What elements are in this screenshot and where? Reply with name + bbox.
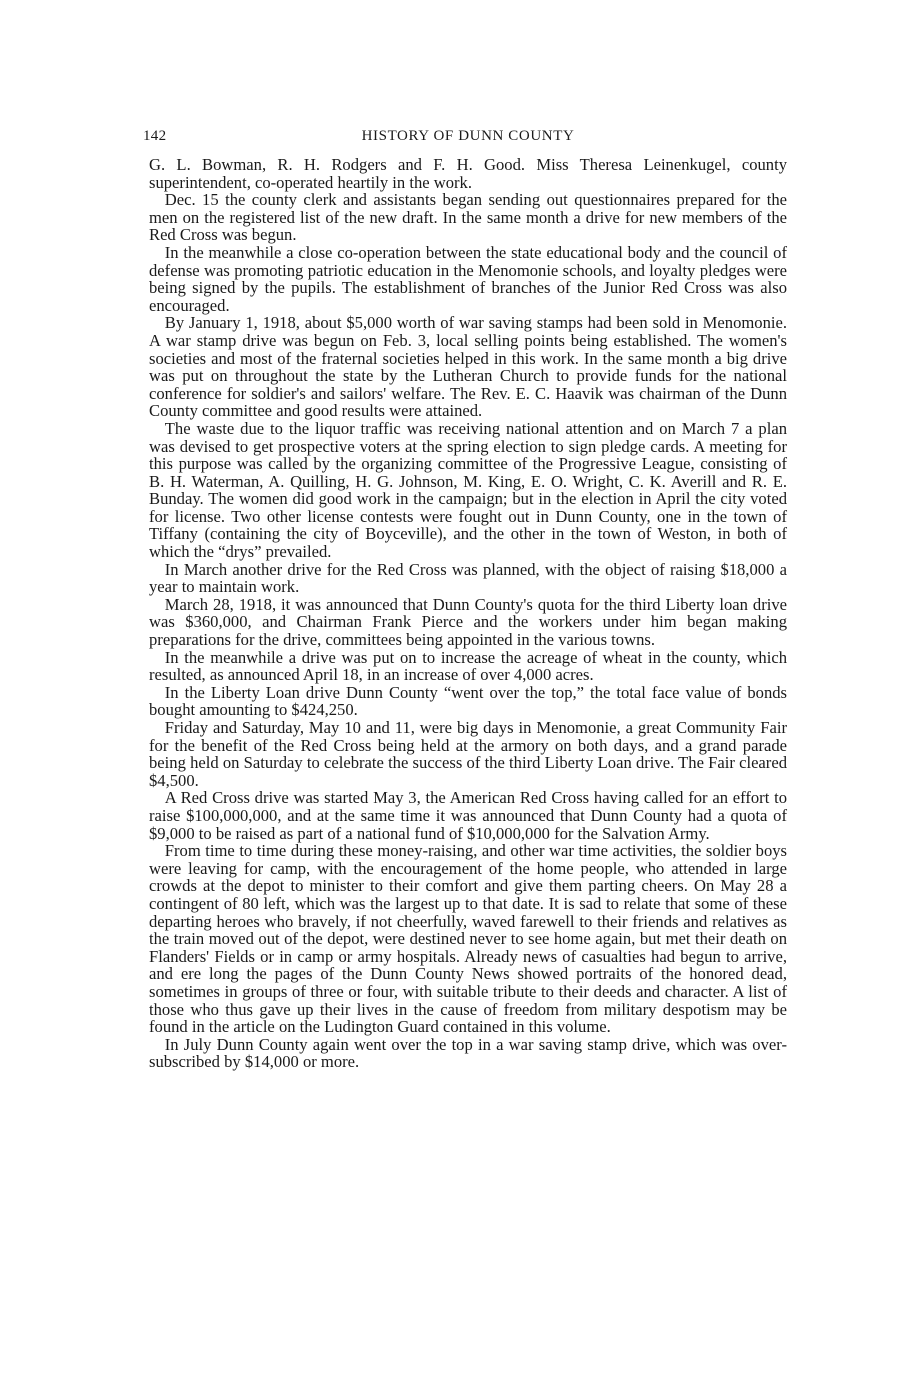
paragraph: In the meanwhile a drive was put on to increase the acreage of wheat in the county, which resulted, as announced April 18, in an increase of over 4,000 acres. [149, 647, 787, 685]
paragraph: In the Liberty Loan drive Dunn County “went over the top,” the total face value of bonds bought amounting to $424,250. [149, 682, 787, 720]
paragraph: March 28, 1918, it was announced that Dunn County's quota for the third Liberty loan drive was $360,000, and Chairman Frank Pierce and the workers under him began making preparations for the drive, committees being appointed in the various towns. [149, 594, 787, 650]
paragraph: In March another drive for the Red Cross was planned, with the object of raising $18,000 a year to maintain work. [149, 559, 787, 597]
paragraph: The waste due to the liquor traffic was receiving national attention and on March 7 a plan was devised to get prospective voters at the spring election to sign pledge cards. A meeting for this purpose was called by the organizing committee of the Progressive League, consisting of B. H. Waterman, A. Quilling, H. G. Johnson, M. King, E. O. Wright, C. K. Averill and R. E. Bunday. The women did good work in the campaign; but in the election in April the city voted for license. Two other license contests were fought out in Dunn County, one in the town of Tiffany (containing the city of Boyceville), and the other in the town of Weston, in both of which the “drys” prevailed. [149, 418, 787, 562]
body-text [149, 156, 787, 1071]
paragraph: A Red Cross drive was started May 3, the American Red Cross having called for an effort to raise $100,000,000, and at the same time it was announced that Dunn County had a quota of $9,000 to be raised as part of a national fund of $10,000,000 for the Salvation Army. [149, 788, 787, 843]
running-title: HISTORY OF DUNN COUNTY [361, 128, 575, 144]
paragraph: Friday and Saturday, May 10 and 11, were big days in Menomonie, a great Community Fair for the benefit of the Red Cross being held at the armory on both days, and a grand parade being held on Saturday to celebrate the success of the third Liberty Loan drive. The Fair cleared $4,500. [149, 718, 787, 790]
book-page [143, 128, 787, 1072]
paragraph: By January 1, 1918, about $5,000 worth of war saving stamps had been sold in Menomonie. A war stamp drive was begun on Feb. 3, local selling points being established. The women's societies and most of the fraternal societies helped in this work. In the same month a big drive was put on throughout the state by the Lutheran Church to provide funds for the national conference for soldier's and sailors' welfare. The Rev. E. C. Haavik was chairman of the Dunn County committee and good results were attained. [149, 313, 787, 421]
paragraph: In the meanwhile a close co-operation between the state educational body and the council of defense was promoting patriotic education in the Menomonie schools, and loyalty pledges were being signed by the pupils. The establishment of branches of the Junior Red Cross was also encouraged. [149, 242, 787, 315]
running-head [143, 128, 787, 152]
paragraph: In July Dunn County again went over the top in a war saving stamp drive, which was over-subscribed by $14,000 or more. [149, 1034, 787, 1072]
paragraph: Dec. 15 the county clerk and assistants began sending out questionnaires prepared for the men on the registered list of the new draft. In the same month a drive for new members of the Red Cross was begun. [149, 190, 787, 245]
paragraph: G. L. Bowman, R. H. Rodgers and F. H. Good. Miss Theresa Leinenkugel, county superintendent, co-operated heartily in the work. [149, 155, 787, 192]
page-number: 142 [143, 128, 167, 144]
paragraph: From time to time during these money-raising, and other war time activities, the soldier boys were leaving for camp, with the encouragement of the home people, who attended in large crowds at the depot to minister to their comfort and give them parting cheers. On May 28 a contingent of 80 left, which was the largest up to that date. It is sad to relate that some of these departing heroes who bravely, if not cheerfully, waved farewell to their friends and relatives as the train moved out of the depot, were destined never to see home again, but met their death on Flanders' Fields or in camp or army hospitals. Already news of casualties had begun to arrive, and ere long the pages of the Dunn County News showed portraits of the honored dead, sometimes in groups of three or four, with suitable tribute to their deeds and character. A list of those who thus gave up their lives in the cause of freedom from military despotism may be found in the article on the Ludington Guard contained in this volume. [149, 841, 787, 1037]
